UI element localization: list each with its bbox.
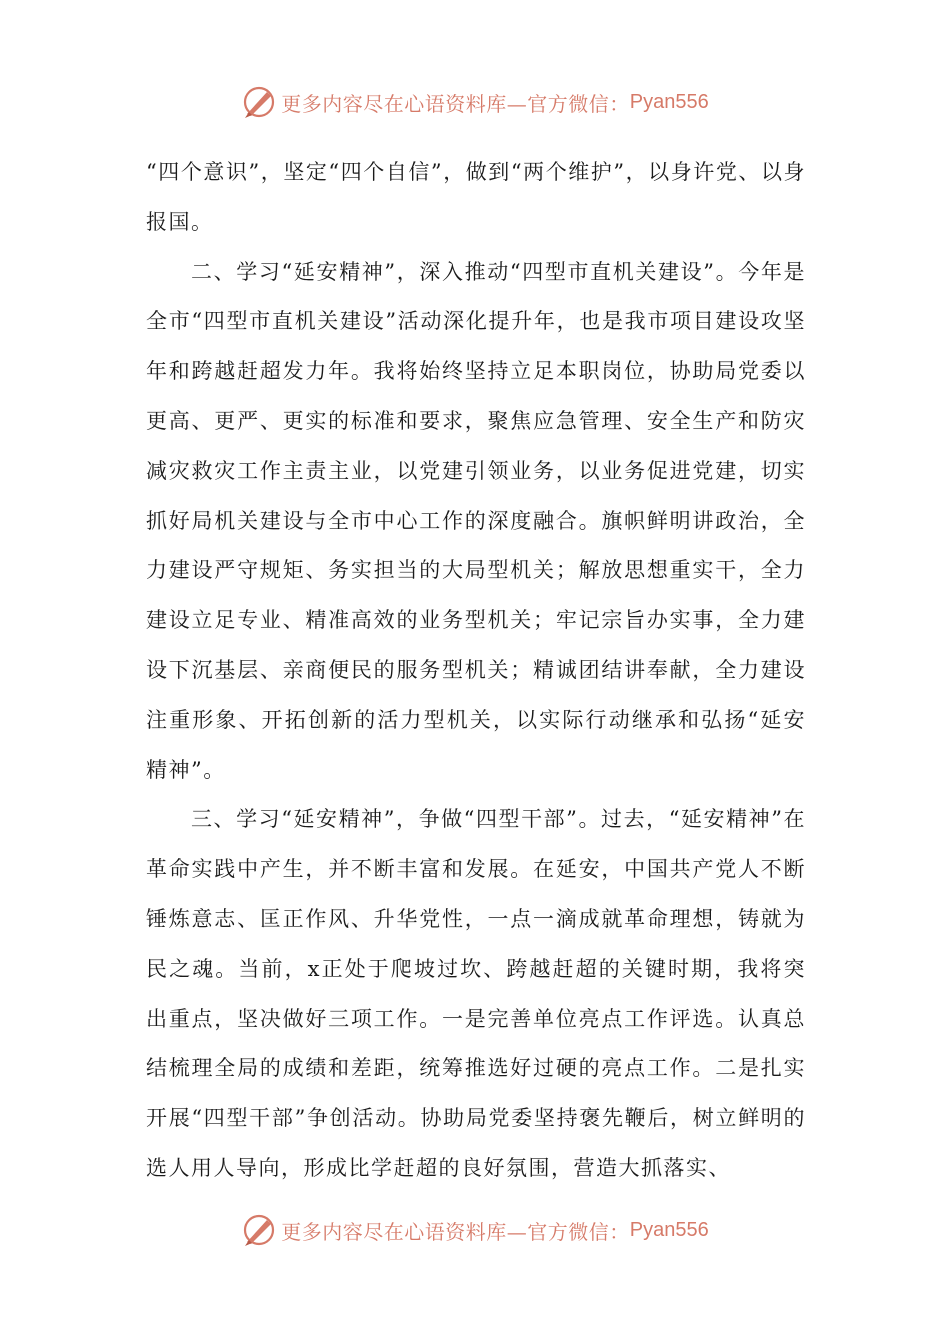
paragraph-3: 三、学习“延安精神”，争做“四型干部”。过去，“延安精神”在革命实践中产生，并不断丰富和发展。在延安，中国共产党人不断锤炼意志、匡正作风、升华党性，一点一滴成就革命理想，铸就为民之魂。当前，x正处于爬坡过坎、跨越赶超的关键时期，我将突出重点，坚决做好三项工作。一是完善单位亮点工作评选。认真总结梳理全局的成绩和差距，统筹推选好过硬的亮点工作。二是扎实开展“四型干部”争创活动。协助局党委坚持褒先鞭后，树立鲜明的选人用人导向，形成比学赶超的良好氛围，营造大抓落实、 xyxy=(146,807,806,1180)
watermark-text: 更多内容尽在心语资料库—官方微信： xyxy=(281,1219,630,1244)
footer-watermark xyxy=(0,1210,950,1250)
header-watermark xyxy=(0,82,950,122)
paragraph-2: 二、学习“延安精神”，深入推动“四型市直机关建设”。今年是全市“四型市直机关建设”活动深化提升年，也是我市项目建设攻坚年和跨越赶超发力年。我将始终坚持立足本职岗位，协助局党委以更高、更严、更实的标准和要求，聚焦应急管理、安全生产和防灾减灾救灾工作主责主业，以党建引领业务，以业务促进党建，切实抓好局机关建设与全市中心工作的深度融合。旗帜鲜明讲政治，全力建设严守规矩、务实担当的大局型机关；解放思想重实干，全力建设立足专业、精准高效的业务型机关；牢记宗旨办实事，全力建设下沉基层、亲商便民的服务型机关；精诚团结讲奉献，全力建设注重形象、开拓创新的活力型机关，以实际行动继承和弘扬“延安精神”。 xyxy=(146,259,806,782)
watermark-id: Pyan556 xyxy=(629,90,709,113)
pen-logo-icon xyxy=(241,84,277,120)
paragraph-1: “四个意识”，坚定“四个自信”，做到“两个维护”，以身许党、以身报国。 xyxy=(146,160,806,234)
pen-logo-icon xyxy=(241,1212,277,1248)
watermark-text: 更多内容尽在心语资料库—官方微信： xyxy=(281,91,630,116)
document-body xyxy=(146,148,806,1194)
watermark-id: Pyan556 xyxy=(629,1218,709,1241)
